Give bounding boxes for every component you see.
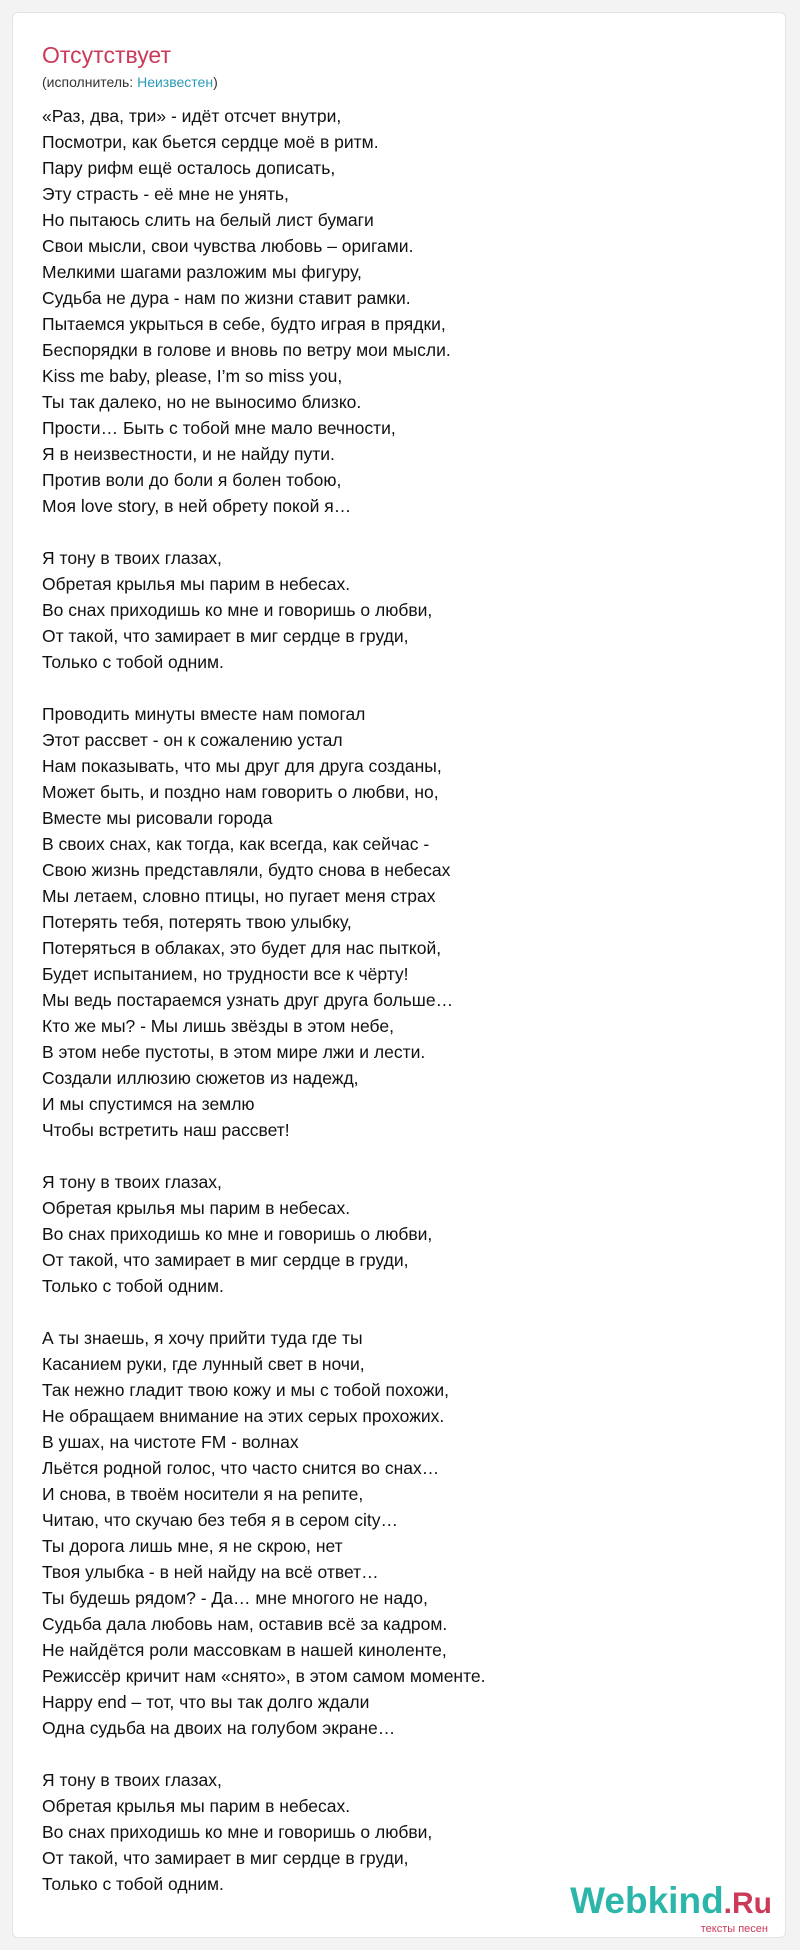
logo-name: Webkind [570,1880,724,1921]
logo-tagline: тексты песен [700,1923,768,1935]
lyric-line: Свои мысли, свои чувства любовь – оригами. [42,236,414,256]
lyric-line: Только с тобой одним. [42,652,224,672]
lyric-line: Я в неизвестности, и не найду пути. [42,444,335,464]
stanza-gap [42,675,486,701]
lyric-line: Во снах приходишь ко мне и говоришь о любви, [42,1224,433,1244]
lyric-line: Обретая крылья мы парим в небесах. [42,1796,351,1816]
lyric-line: Может быть, и поздно нам говорить о любви, но, [42,782,439,802]
lyric-line: Одна судьба на двоих на голубом экране… [42,1718,396,1738]
lyric-line: Я тону в твоих глазах, [42,548,222,568]
lyric-line: Судьба дала любовь нам, оставив всё за кадром. [42,1614,448,1634]
lyric-line: Нам показывать, что мы друг для друга созданы, [42,756,442,776]
lyric-line: Против воли до боли я болен тобою, [42,470,342,490]
stanza-gap [42,1741,486,1767]
lyric-line: От такой, что замирает в миг сердце в груди, [42,1250,409,1270]
lyric-line: Мы летаем, словно птицы, но пугает меня страх [42,886,436,906]
lyric-line: Только с тобой одним. [42,1276,224,1296]
lyric-line: Ты будешь рядом? - Да… мне многого не надо, [42,1588,428,1608]
lyric-line: Касанием руки, где лунный свет в ночи, [42,1354,365,1374]
lyric-line: Happy end – тот, что вы так долго ждали [42,1692,370,1712]
lyric-line: Свою жизнь представляли, будто снова в небесах [42,860,451,880]
lyric-line: «Раз, два, три» - идёт отсчет внутри, [42,106,342,126]
lyric-line: Эту страсть - её мне не унять, [42,184,289,204]
lyric-line: Создали иллюзию сюжетов из надежд, [42,1068,359,1088]
lyric-line: Режиссёр кричит нам «снято», в этом самом моменте. [42,1666,486,1686]
lyric-line: Вместе мы рисовали города [42,808,273,828]
lyric-line: Этот рассвет - он к сожалению устал [42,730,343,750]
byline-prefix: (исполнитель: [42,74,138,90]
lyric-line: Твоя улыбка - в ней найду на всё ответ… [42,1562,379,1582]
lyric-line: И снова, в твоём носители я на репите, [42,1484,364,1504]
lyric-line: Kiss me baby, please, I’m so miss you, [42,366,343,386]
lyric-line: Пытаемся укрыться в себе, будто играя в прядки, [42,314,446,334]
artist-link[interactable]: Неизвестен [137,74,214,90]
artist-byline [42,73,218,91]
lyric-line: Будет испытанием, но трудности все к чёрту! [42,964,409,984]
song-title: Отсутствует [42,42,171,68]
lyric-line: Во снах приходишь ко мне и говоришь о любви, [42,600,433,620]
site-logo[interactable] [570,1882,772,1935]
lyric-line: В ушах, на чистоте FM - волнах [42,1432,299,1452]
stanza-gap [42,1299,486,1325]
lyric-line: Но пытаюсь слить на белый лист бумаги [42,210,374,230]
lyric-line: В этом небе пустоты, в этом мире лжи и лести. [42,1042,426,1062]
lyric-line: Льётся родной голос, что часто снится во снах… [42,1458,440,1478]
lyric-line: Посмотри, как бьется сердце моё в ритм. [42,132,379,152]
lyric-line: А ты знаешь, я хочу прийти туда где ты [42,1328,363,1348]
lyric-line: Я тону в твоих глазах, [42,1172,222,1192]
byline-suffix: ) [213,74,218,90]
logo-tld: .Ru [723,1887,772,1920]
lyric-line: От такой, что замирает в миг сердце в груди, [42,1848,409,1868]
lyric-line: Ты так далеко, но не выносимо близко. [42,392,362,412]
lyric-line: От такой, что замирает в миг сердце в груди, [42,626,409,646]
lyric-line: Моя love story, в ней обрету покой я… [42,496,352,516]
lyric-line: Во снах приходишь ко мне и говоришь о любви, [42,1822,433,1842]
lyric-line: Прости… Быть с тобой мне мало вечности, [42,418,396,438]
lyric-line: Так нежно гладит твою кожу и мы с тобой похожи, [42,1380,449,1400]
stanza-gap [42,1143,486,1169]
lyric-line: Мы ведь постараемся узнать друг друга больше… [42,990,454,1010]
lyric-line: Обретая крылья мы парим в небесах. [42,574,351,594]
lyric-line: Читаю, что скучаю без тебя я в сером city… [42,1510,399,1530]
lyric-line: Мелкими шагами разложим мы фигуру, [42,262,362,282]
lyric-line: Проводить минуты вместе нам помогал [42,704,366,724]
lyric-line: Судьба не дура - нам по жизни ставит рамки. [42,288,411,308]
lyric-line: Только с тобой одним. [42,1874,224,1894]
lyric-line: Я тону в твоих глазах, [42,1770,222,1790]
lyric-line: Не найдётся роли массовкам в нашей киноленте, [42,1640,447,1660]
lyric-line: Потерять тебя, потерять твою улыбку, [42,912,352,932]
lyric-line: Ты дорога лишь мне, я не скрою, нет [42,1536,343,1556]
logo-wordmark [570,1882,772,1923]
lyric-line: Кто же мы? - Мы лишь звёзды в этом небе, [42,1016,394,1036]
lyrics-body [42,103,486,1897]
lyric-line: Чтобы встретить наш рассвет! [42,1120,290,1140]
lyric-line: В своих снах, как тогда, как всегда, как сейчас - [42,834,430,854]
lyric-line: Беспорядки в голове и вновь по ветру мои мысли. [42,340,451,360]
stanza-gap [42,519,486,545]
lyric-line: Обретая крылья мы парим в небесах. [42,1198,351,1218]
lyric-line: И мы спустимся на землю [42,1094,255,1114]
lyric-line: Пару рифм ещё осталось дописать, [42,158,336,178]
lyric-line: Не обращаем внимание на этих серых прохожих. [42,1406,445,1426]
lyric-line: Потеряться в облаках, это будет для нас пыткой, [42,938,442,958]
